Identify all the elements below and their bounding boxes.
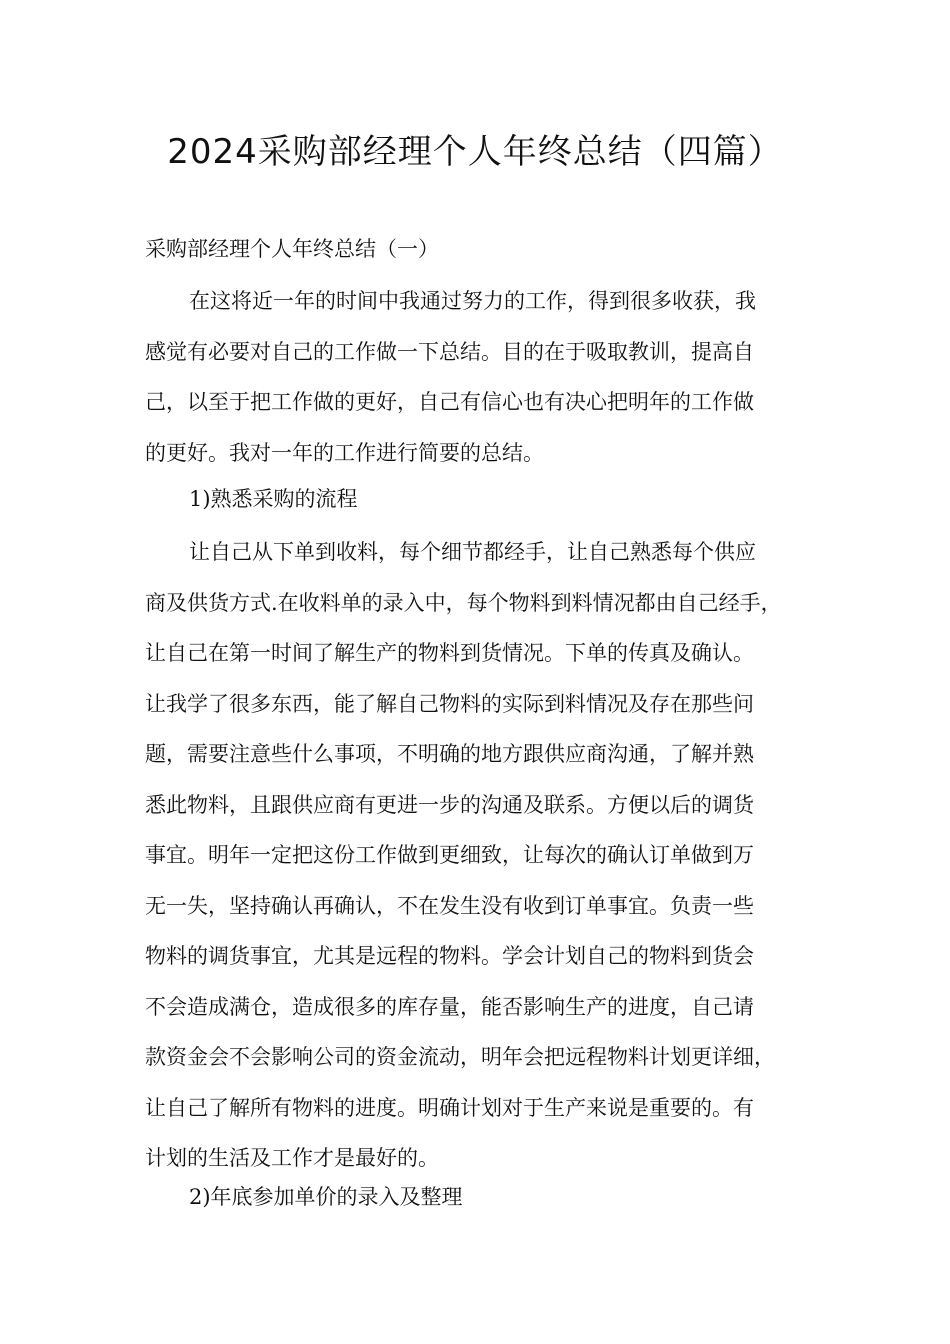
paragraph-line: 让自己了解所有物料的进度。明确计划对于生产来说是重要的。有 xyxy=(145,1095,754,1120)
paragraph-line: 让我学了很多东西，能了解自己物料的实际到料情况及存在那些问 xyxy=(145,691,754,716)
paragraph-line: 己，以至于把工作做的更好，自己有信心也有决心把明年的工作做 xyxy=(145,390,754,414)
document-title: 2024采购部经理个人年终总结（四篇） xyxy=(167,132,783,172)
paragraph-intro xyxy=(145,276,809,478)
paragraph-line: 悉此物料，且跟供应商有更进一步的沟通及联系。方便以后的调货 xyxy=(145,792,754,817)
paragraph-line: 物料的调货事宜，尤其是远程的物料。学会计划自己的物料到货会 xyxy=(145,944,754,968)
paragraph-line: 让自己在第一时间了解生产的物料到货情况。下单的传真及确认。 xyxy=(145,641,754,665)
paragraph-line: 款资金会不会影响公司的资金流动，明年会把远程物料计划更详细， xyxy=(145,1045,775,1069)
paragraph-line: 题，需要注意些什么事项，不明确的地方跟供应商沟通，了解并熟 xyxy=(145,742,754,766)
paragraph-line: 事宜。明年一定把这份工作做到更细致，让每次的确认订单做到万 xyxy=(145,843,754,867)
subheading-familiar-procurement: 1)熟悉采购的流程 xyxy=(189,487,358,511)
paragraph-line: 在这将近一年的时间中我通过努力的工作，得到很多收获，我 xyxy=(189,289,756,313)
paragraph-line: 无一失，坚持确认再确认，不在发生没有收到订单事宜。负责一些 xyxy=(145,893,754,918)
paragraph-line: 计划的生活及工作才是最好的。 xyxy=(145,1146,439,1170)
paragraph-line: 商及供货方式.在收料单的录入中，每个物料到料情况都由自己经手， xyxy=(145,590,782,615)
paragraph-line: 感觉有必要对自己的工作做一下总结。目的在于吸取教训，提高自 xyxy=(145,339,754,364)
paragraph-line: 不会造成满仓，造成很多的库存量，能否影响生产的进度，自己请 xyxy=(145,994,754,1019)
subheading-unit-price-entry: 2)年底参加单价的录入及整理 xyxy=(189,1185,463,1209)
paragraph-line: 的更好。我对一年的工作进行简要的总结。 xyxy=(145,440,544,465)
section-heading: 采购部经理个人年终总结（一） xyxy=(145,237,439,261)
paragraph-procurement-process xyxy=(145,527,809,1184)
paragraph-line: 让自己从下单到收料，每个细节都经手，让自己熟悉每个供应 xyxy=(189,540,756,564)
